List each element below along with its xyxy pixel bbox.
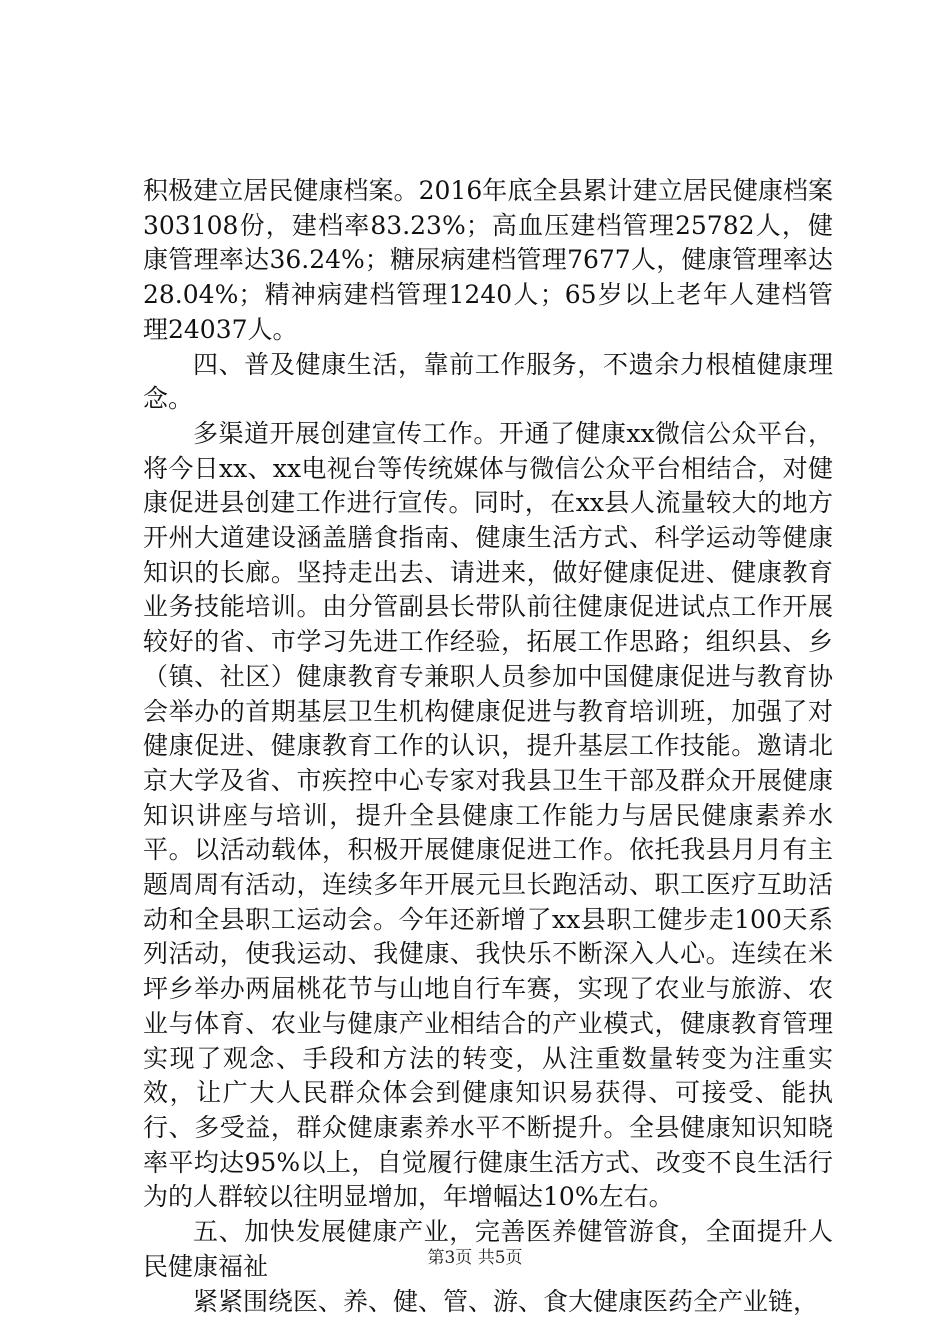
paragraph-industry-chain: 紧紧围绕医、养、健、管、游、食大健康医药全产业链，	[193, 1286, 819, 1316]
heading-section-four: 四、普及健康生活，靠前工作服务，不遗余力根植健康理念。	[143, 349, 833, 414]
paragraph-health-records: 积极建立居民健康档案。2016年底全县累计建立居民健康档案303108份，建档率83.23%；高血压建档管理25782人，健康管理率达36.24%；糖尿病建档管理7677人，健康管理率达28.04%；精神病建档管理1240人；65岁以上老年人建档管理24037人。	[143, 176, 833, 344]
page-number-footer: 第3页 共5页	[427, 1248, 523, 1268]
document-body	[143, 174, 833, 1319]
paragraph-publicity-work: 多渠道开展创建宣传工作。开通了健康xx微信公众平台，将今日xx、xx电视台等传统媒体与微信公众平台相结合，对健康促进县创建工作进行宣传。同时，在xx县人流量较大的地方开州大道建设涵盖膳食指南、健康生活方式、科学运动等健康知识的长廊。坚持走出去、请进来，做好健康促进、健康教育业务技能培训。由分管副县长带队前往健康促进试点工作开展较好的省、市学习先进工作经验，拓展工作思路；组织县、乡（镇、社区）健康教育专兼职人员参加中国健康促进与教育协会举办的首期基层卫生机构健康促进与教育培训班，加强了对健康促进、健康教育工作的认识，提升基层工作技能。邀请北京大学及省、市疾控中心专家对我县卫生干部及群众开展健康知识讲座与培训，提升全县健康工作能力与居民健康素养水平。以活动载体，积极开展健康促进工作。依托我县月月有主题周周有活动，连续多年开展元旦长跑活动、职工医疗互助活动和全县职工运动会。今年还新增了xx县职工健步走100天系列活动，使我运动、我健康、我快乐不断深入人心。连续在米坪乡举办两届桃花节与山地自行车赛，实现了农业与旅游、农业与体育、农业与健康产业相结合的产业模式，健康教育管理实现了观念、手段和方法的转变，从注重数量转变为注重实效，让广大人民群众体会到健康知识易获得、可接受、能执行、多受益，群众健康素养水平不断提升。全县健康知识知晓率平均达95%以上，自觉履行健康生活方式、改变不良生活行为的人群较以往明显增加，年增幅达10%左右。	[143, 418, 833, 1212]
heading-section-five: 五、加快发展健康产业，完善医养健管游食，全面提升人民健康福祉	[143, 1217, 833, 1281]
